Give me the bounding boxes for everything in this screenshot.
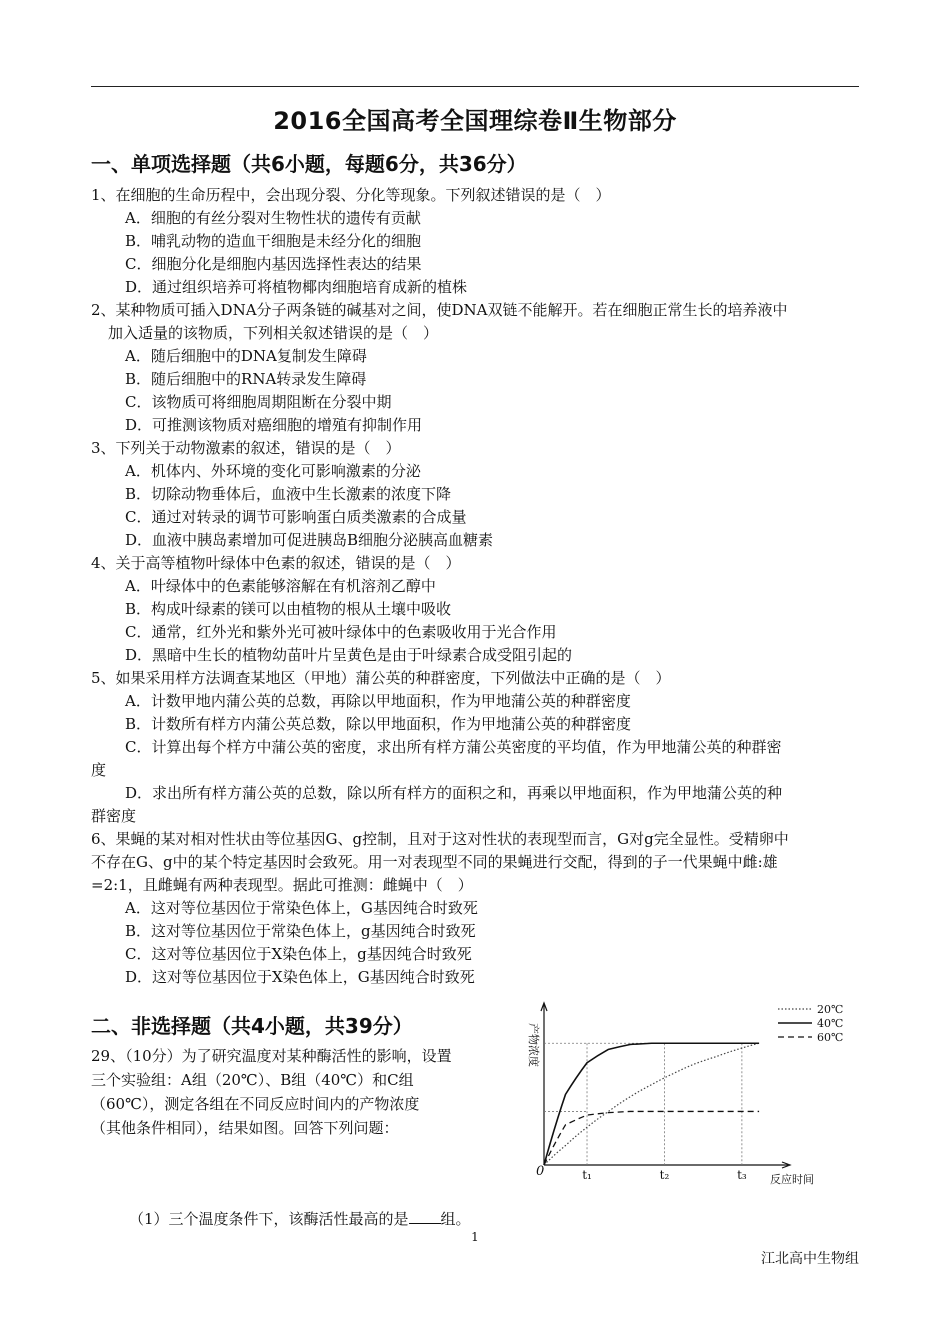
question-29-stem-line: 29、（10分）为了研究温度对某种酶活性的影响，设置 <box>91 1047 452 1065</box>
question-5-option-continuation: 度 <box>91 761 107 779</box>
enzyme-activity-chart <box>508 997 860 1192</box>
x-tick-label: t₂ <box>659 1168 670 1182</box>
x-axis-label: 反应时间 <box>770 1173 814 1186</box>
question-5-option[interactable]: B．计数所有样方内蒲公英总数，除以甲地面积，作为甲地蒲公英的种群密度 <box>125 715 632 733</box>
origin-label: 0 <box>536 1164 545 1179</box>
answer-blank[interactable] <box>409 1209 441 1224</box>
question-3-option[interactable]: B．切除动物垂体后，血液中生长激素的浓度下降 <box>125 485 452 503</box>
question-4-option[interactable]: D．黑暗中生长的植物幼苗叶片呈黄色是由于叶绿素合成受阻引起的 <box>125 646 573 664</box>
question-5-option-continuation: 群密度 <box>91 807 137 825</box>
question-3-option[interactable]: A．机体内、外环境的变化可影响激素的分泌 <box>125 462 421 480</box>
question-6-option[interactable]: D．这对等位基因位于X染色体上，G基因纯合时致死 <box>125 968 475 986</box>
question-29-stem-line: （其他条件相同），结果如图。回答下列问题： <box>91 1119 399 1137</box>
series-line-20℃ <box>544 1043 759 1165</box>
question-5-option[interactable]: D．求出所有样方蒲公英的总数，除以所有样方的面积之和，再乘以甲地面积，作为甲地蒲公英的种 <box>125 784 783 802</box>
question-6-stem-line: 不存在G、g中的某个特定基因时会致死。用一对表现型不同的果蝇进行交配，得到的子一代果蝇中雌:雄 <box>91 853 778 871</box>
question-29-stem-line: （60℃），测定各组在不同反应时间内的产物浓度 <box>91 1095 420 1113</box>
page-number: 1 <box>471 1230 479 1244</box>
question-1-option[interactable]: B．哺乳动物的造血干细胞是未经分化的细胞 <box>125 232 422 250</box>
question-2-option[interactable]: C．该物质可将细胞周期阻断在分裂中期 <box>125 393 392 411</box>
question-1-option[interactable]: A．细胞的有丝分裂对生物性状的遗传有贡献 <box>125 209 421 227</box>
section-heading-2: 二、非选择题（共4小题，共39分） <box>91 1014 413 1038</box>
series-line-60℃ <box>544 1111 759 1165</box>
footer-author: 江北高中生物组 <box>761 1251 859 1267</box>
question-4-option[interactable]: C．通常，红外光和紫外光可被叶绿体中的色素吸收用于光合作用 <box>125 623 557 641</box>
legend-label: 60℃ <box>817 1031 844 1044</box>
question-6-option[interactable]: A．这对等位基因位于常染色体上，G基因纯合时致死 <box>125 899 478 917</box>
series-line-40℃ <box>544 1043 759 1165</box>
question-1-option[interactable]: C．细胞分化是细胞内基因选择性表达的结果 <box>125 255 422 273</box>
question-3-option[interactable]: D．血液中胰岛素增加可促进胰岛B细胞分泌胰高血糖素 <box>125 531 494 549</box>
question-6-stem-line: 6、果蝇的某对相对性状由等位基因G、g控制，且对于这对性状的表现型而言，G对g完全显性。受精卵中 <box>91 830 789 848</box>
question-4-option[interactable]: B．构成叶绿素的镁可以由植物的根从土壤中吸收 <box>125 600 452 618</box>
question-1-stem-line: 1、在细胞的生命历程中，会出现分裂、分化等现象。下列叙述错误的是（ ） <box>91 186 611 204</box>
question-2-option[interactable]: A．随后细胞中的DNA复制发生障碍 <box>125 347 367 365</box>
legend-label: 40℃ <box>817 1017 844 1030</box>
question-2-stem-line: 2、某种物质可插入DNA分子两条链的碱基对之间，使DNA双链不能解开。若在细胞正常生长的培养液中 <box>91 301 788 319</box>
question-29-stem-line: 三个实验组：A组（20℃）、B组（40℃）和C组 <box>91 1071 414 1089</box>
question-2-option[interactable]: B．随后细胞中的RNA转录发生障碍 <box>125 370 367 388</box>
question-5-option[interactable]: A．计数甲地内蒲公英的总数，再除以甲地面积，作为甲地蒲公英的种群密度 <box>125 692 631 710</box>
question-2-stem-line: 加入适量的该物质，下列相关叙述错误的是（ ） <box>108 324 439 342</box>
subquestion-1-prefix: （1）三个温度条件下，该酶活性最高的是 <box>129 1210 409 1228</box>
question-6-option[interactable]: B．这对等位基因位于常染色体上，g基因纯合时致死 <box>125 922 476 940</box>
question-6-option[interactable]: C．这对等位基因位于X染色体上，g基因纯合时致死 <box>125 945 472 963</box>
question-5-stem-line: 5、如果采用样方法调查某地区（甲地）蒲公英的种群密度，下列做法中正确的是（ ） <box>91 669 671 687</box>
question-2-option[interactable]: D．可推测该物质对癌细胞的增殖有抑制作用 <box>125 416 423 434</box>
question-3-option[interactable]: C．通过对转录的调节可影响蛋白质类激素的合成量 <box>125 508 467 526</box>
question-6-stem-line: =2:1，且雌蝇有两种表现型。据此可推测：雌蝇中（ ） <box>91 876 473 894</box>
y-axis-label: 产物浓度 <box>527 1023 540 1067</box>
question-1-option[interactable]: D．通过组织培养可将植物椰肉细胞培育成新的植株 <box>125 278 468 296</box>
section-heading-1: 一、单项选择题（共6小题，每题6分，共36分） <box>91 152 527 176</box>
x-tick-label: t₃ <box>737 1168 747 1182</box>
x-tick-label: t₁ <box>582 1168 592 1182</box>
question-4-option[interactable]: A．叶绿体中的色素能够溶解在有机溶剂乙醇中 <box>125 577 436 595</box>
question-3-stem-line: 3、下列关于动物激素的叙述，错误的是（ ） <box>91 439 401 457</box>
subquestion-1 <box>129 1209 471 1229</box>
question-4-stem-line: 4、关于高等植物叶绿体中色素的叙述，错误的是（ ） <box>91 554 461 572</box>
top-rule <box>91 86 859 87</box>
page-title: 2016全国高考全国理综卷Ⅱ生物部分 <box>273 107 677 135</box>
legend-label: 20℃ <box>817 1003 844 1016</box>
subquestion-1-suffix: 组。 <box>440 1210 471 1228</box>
question-5-option[interactable]: C．计算出每个样方中蒲公英的密度，求出所有样方蒲公英密度的平均值，作为甲地蒲公英的种群密 <box>125 738 782 756</box>
